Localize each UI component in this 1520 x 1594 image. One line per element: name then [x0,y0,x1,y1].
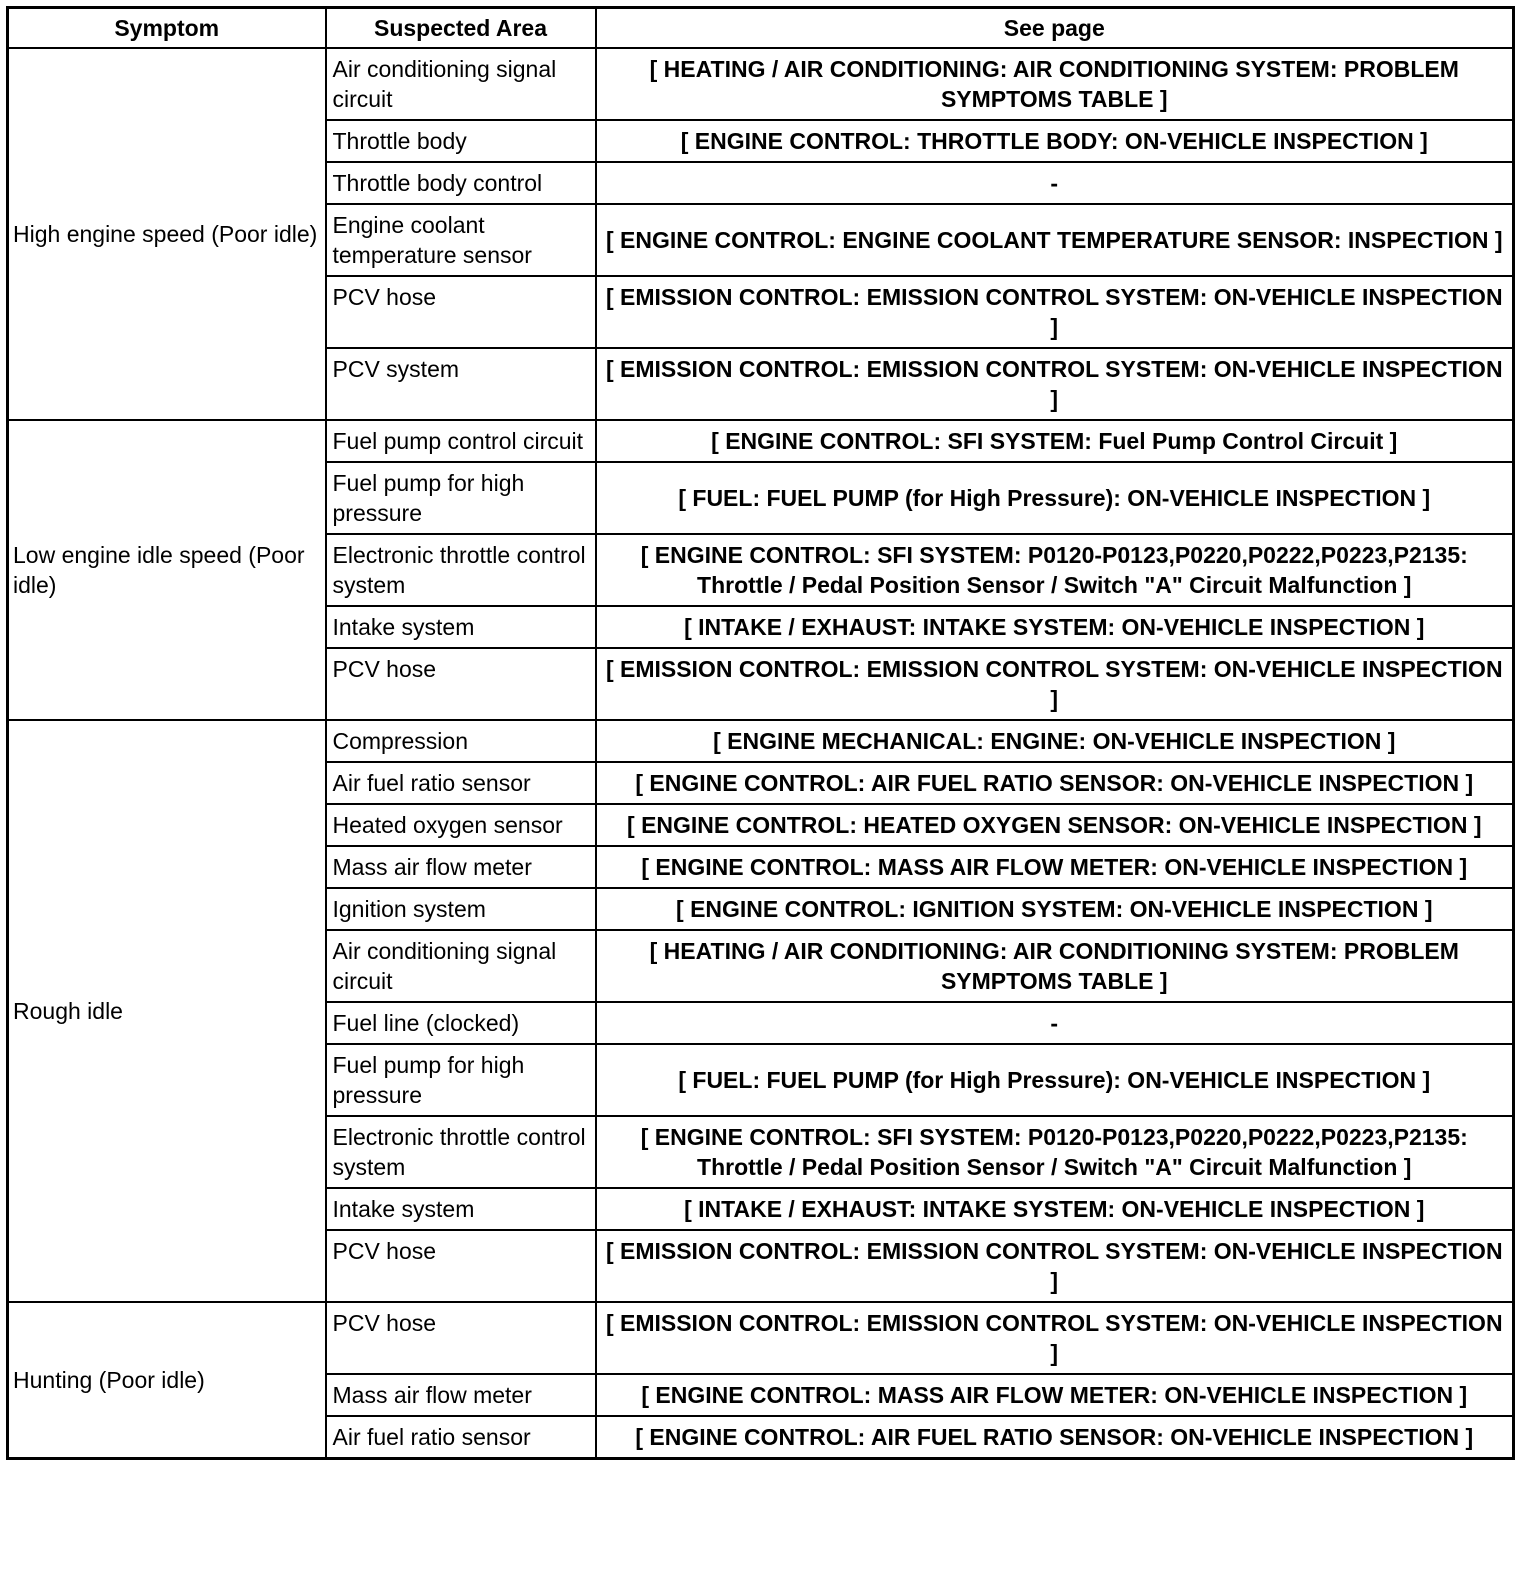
table-row [8,420,1514,462]
header-suspected-area: Suspected Area [326,8,596,49]
suspected-area-cell: Engine coolant temperature sensor [326,204,596,276]
see-page-cell: [ EMISSION CONTROL: EMISSION CONTROL SYSTEM: ON-VEHICLE INSPECTION ] [596,1230,1514,1302]
symptom-cell: Low engine idle speed (Poor idle) [8,420,326,720]
suspected-area-cell: PCV hose [326,276,596,348]
see-page-cell: [ EMISSION CONTROL: EMISSION CONTROL SYSTEM: ON-VEHICLE INSPECTION ] [596,348,1514,420]
suspected-area-cell: PCV hose [326,1230,596,1302]
see-page-cell: [ ENGINE CONTROL: MASS AIR FLOW METER: ON-VEHICLE INSPECTION ] [596,1374,1514,1416]
problem-symptoms-table [6,6,1515,1460]
table-body [8,48,1514,1459]
table-row [8,1302,1514,1374]
header-row [8,8,1514,49]
see-page-cell: [ FUEL: FUEL PUMP (for High Pressure): ON-VEHICLE INSPECTION ] [596,462,1514,534]
suspected-area-cell: Heated oxygen sensor [326,804,596,846]
suspected-area-cell: Throttle body control [326,162,596,204]
see-page-cell: [ EMISSION CONTROL: EMISSION CONTROL SYSTEM: ON-VEHICLE INSPECTION ] [596,648,1514,720]
see-page-cell: [ ENGINE CONTROL: SFI SYSTEM: P0120-P0123,P0220,P0222,P0223,P2135: Throttle / Pedal Position Sensor / Switch "A" Circuit Malfunction ] [596,1116,1514,1188]
suspected-area-cell: Intake system [326,1188,596,1230]
suspected-area-cell: Fuel pump for high pressure [326,462,596,534]
table-row [8,720,1514,762]
see-page-cell: [ ENGINE CONTROL: IGNITION SYSTEM: ON-VEHICLE INSPECTION ] [596,888,1514,930]
suspected-area-cell: Mass air flow meter [326,1374,596,1416]
suspected-area-cell: Mass air flow meter [326,846,596,888]
see-page-cell: [ INTAKE / EXHAUST: INTAKE SYSTEM: ON-VEHICLE INSPECTION ] [596,606,1514,648]
see-page-cell: [ EMISSION CONTROL: EMISSION CONTROL SYSTEM: ON-VEHICLE INSPECTION ] [596,276,1514,348]
suspected-area-cell: Intake system [326,606,596,648]
suspected-area-cell: Ignition system [326,888,596,930]
suspected-area-cell: Fuel line (clocked) [326,1002,596,1044]
suspected-area-cell: Compression [326,720,596,762]
see-page-cell: [ ENGINE CONTROL: HEATED OXYGEN SENSOR: ON-VEHICLE INSPECTION ] [596,804,1514,846]
suspected-area-cell: Air fuel ratio sensor [326,1416,596,1459]
suspected-area-cell: Fuel pump control circuit [326,420,596,462]
suspected-area-cell: PCV system [326,348,596,420]
see-page-cell: - [596,162,1514,204]
symptom-cell: High engine speed (Poor idle) [8,48,326,420]
suspected-area-cell: Air conditioning signal circuit [326,930,596,1002]
see-page-cell: [ ENGINE CONTROL: MASS AIR FLOW METER: ON-VEHICLE INSPECTION ] [596,846,1514,888]
table-wrapper [6,6,1515,1460]
table-row [8,48,1514,120]
symptom-cell: Rough idle [8,720,326,1302]
suspected-area-cell: Air conditioning signal circuit [326,48,596,120]
see-page-cell: [ ENGINE CONTROL: ENGINE COOLANT TEMPERATURE SENSOR: INSPECTION ] [596,204,1514,276]
suspected-area-cell: PCV hose [326,648,596,720]
see-page-cell: [ EMISSION CONTROL: EMISSION CONTROL SYSTEM: ON-VEHICLE INSPECTION ] [596,1302,1514,1374]
see-page-cell: [ ENGINE CONTROL: SFI SYSTEM: P0120-P0123,P0220,P0222,P0223,P2135: Throttle / Pedal Position Sensor / Switch "A" Circuit Malfunction ] [596,534,1514,606]
suspected-area-cell: Air fuel ratio sensor [326,762,596,804]
see-page-cell: [ INTAKE / EXHAUST: INTAKE SYSTEM: ON-VEHICLE INSPECTION ] [596,1188,1514,1230]
see-page-cell: [ FUEL: FUEL PUMP (for High Pressure): ON-VEHICLE INSPECTION ] [596,1044,1514,1116]
header-see-page: See page [596,8,1514,49]
suspected-area-cell: Throttle body [326,120,596,162]
see-page-cell: [ ENGINE MECHANICAL: ENGINE: ON-VEHICLE INSPECTION ] [596,720,1514,762]
header-symptom: Symptom [8,8,326,49]
see-page-cell: [ HEATING / AIR CONDITIONING: AIR CONDITIONING SYSTEM: PROBLEM SYMPTOMS TABLE ] [596,930,1514,1002]
see-page-cell: [ ENGINE CONTROL: THROTTLE BODY: ON-VEHICLE INSPECTION ] [596,120,1514,162]
symptom-cell: Hunting (Poor idle) [8,1302,326,1459]
see-page-cell: [ ENGINE CONTROL: AIR FUEL RATIO SENSOR: ON-VEHICLE INSPECTION ] [596,762,1514,804]
see-page-cell: [ ENGINE CONTROL: AIR FUEL RATIO SENSOR: ON-VEHICLE INSPECTION ] [596,1416,1514,1459]
suspected-area-cell: Fuel pump for high pressure [326,1044,596,1116]
suspected-area-cell: Electronic throttle control system [326,534,596,606]
see-page-cell: - [596,1002,1514,1044]
suspected-area-cell: Electronic throttle control system [326,1116,596,1188]
see-page-cell: [ HEATING / AIR CONDITIONING: AIR CONDITIONING SYSTEM: PROBLEM SYMPTOMS TABLE ] [596,48,1514,120]
see-page-cell: [ ENGINE CONTROL: SFI SYSTEM: Fuel Pump Control Circuit ] [596,420,1514,462]
suspected-area-cell: PCV hose [326,1302,596,1374]
